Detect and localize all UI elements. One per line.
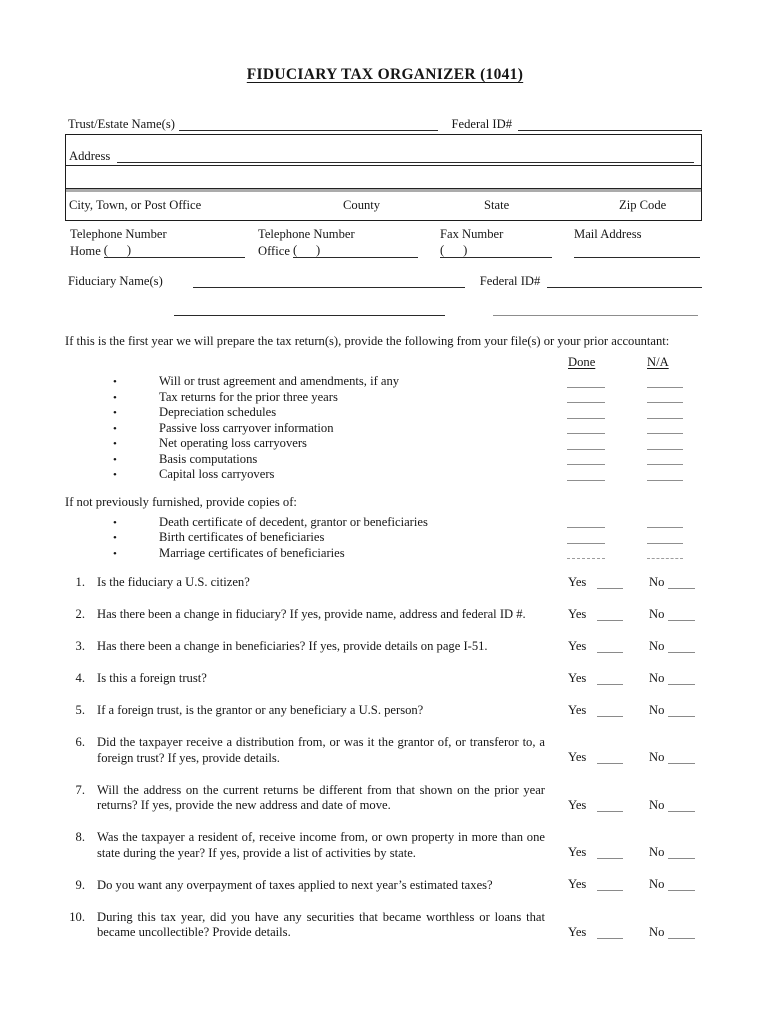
federal-id-label: Federal ID# bbox=[451, 117, 512, 131]
na-blank[interactable] bbox=[647, 418, 683, 419]
question-4: 4. Is this a foreign trust? Yes No bbox=[65, 671, 702, 687]
yes-no-answer bbox=[568, 576, 695, 589]
checklist-item: • Tax returns for the prior three years bbox=[65, 390, 702, 406]
yes-label: Yes bbox=[568, 670, 587, 685]
yes-label: Yes bbox=[568, 797, 587, 812]
city-label: City, Town, or Post Office bbox=[69, 198, 202, 212]
bullet-icon: • bbox=[113, 422, 117, 435]
na-blank[interactable] bbox=[647, 558, 683, 559]
address-label: Address bbox=[69, 149, 111, 163]
na-blank[interactable] bbox=[647, 402, 683, 403]
yes-blank[interactable] bbox=[597, 857, 623, 859]
no-blank[interactable] bbox=[668, 762, 695, 764]
fax-title: Fax Number bbox=[440, 227, 504, 241]
bullet-icon: • bbox=[113, 407, 117, 419]
yes-blank[interactable] bbox=[597, 715, 623, 717]
na-blank[interactable] bbox=[647, 543, 683, 544]
bullet-icon: • bbox=[113, 391, 117, 404]
question-6: 6. Did the taxpayer receive a distribution from, or was it the grantor of, or transferor to, a foreign trust? If yes, provide details. Yes No bbox=[65, 735, 702, 766]
fiduciary-label: Fiduciary Name(s) bbox=[68, 274, 163, 288]
copies-intro: If not previously furnished, provide copies of: bbox=[65, 494, 297, 509]
copies-checklist bbox=[65, 515, 702, 562]
checklist-item: • Capital loss carryovers bbox=[65, 467, 702, 483]
first-year-intro: If this is the first year we will prepare the tax return(s), provide the following from your file(s) or your prior accountant: bbox=[65, 334, 670, 348]
na-blank[interactable] bbox=[647, 449, 683, 450]
fiduciary-federal-id-line-2[interactable] bbox=[493, 314, 698, 316]
bullet-icon: • bbox=[113, 453, 117, 466]
fiduciary-name-line[interactable] bbox=[193, 286, 465, 288]
done-blank[interactable] bbox=[567, 543, 605, 544]
yes-blank[interactable] bbox=[597, 937, 623, 939]
yes-label: Yes bbox=[568, 845, 587, 859]
yes-label: Yes bbox=[568, 606, 587, 621]
no-label: No bbox=[649, 638, 665, 653]
state-label: State bbox=[484, 198, 510, 212]
address-box bbox=[65, 134, 702, 221]
question-list bbox=[65, 575, 702, 941]
yes-label: Yes bbox=[568, 638, 587, 653]
first-year-checklist bbox=[65, 374, 702, 483]
fax-parens: ( ) bbox=[440, 243, 468, 257]
bullet-icon: • bbox=[113, 516, 117, 529]
checklist-item: • Basis computations bbox=[65, 452, 702, 468]
done-blank[interactable] bbox=[567, 402, 605, 403]
question-9: 9. Do you want any overpayment of taxes applied to next year’s estimated taxes? Yes No bbox=[65, 878, 702, 894]
yes-blank[interactable] bbox=[597, 651, 623, 653]
trust-estate-name-line[interactable] bbox=[179, 129, 438, 131]
office-phone-field bbox=[258, 227, 418, 258]
yes-blank[interactable] bbox=[597, 810, 623, 812]
office-phone-line[interactable] bbox=[293, 243, 418, 258]
done-na-header bbox=[65, 355, 702, 370]
question-8: 8. Was the taxpayer a resident of, receive income from, or own property in more than one state during the year? If yes, provide a list of activities by state. Yes No bbox=[65, 830, 702, 861]
yes-blank[interactable] bbox=[597, 683, 623, 685]
no-blank[interactable] bbox=[668, 857, 695, 859]
no-label: No bbox=[649, 877, 665, 891]
bullet-icon: • bbox=[113, 438, 117, 450]
yes-label: Yes bbox=[568, 574, 587, 589]
bullet-icon: • bbox=[113, 376, 117, 388]
no-label: No bbox=[649, 574, 665, 589]
home-phone-title: Telephone Number bbox=[70, 227, 167, 241]
no-label: No bbox=[649, 797, 665, 812]
county-label: County bbox=[343, 198, 381, 212]
office-parens: ( ) bbox=[292, 243, 321, 257]
office-word: Office bbox=[258, 244, 290, 258]
yes-no-answer bbox=[568, 926, 695, 939]
office-phone-title: Telephone Number bbox=[258, 227, 355, 241]
no-blank[interactable] bbox=[668, 715, 695, 717]
done-blank[interactable] bbox=[567, 387, 605, 388]
na-blank[interactable] bbox=[647, 480, 683, 481]
yes-no-answer bbox=[568, 799, 695, 812]
done-blank[interactable] bbox=[567, 449, 605, 450]
address-row bbox=[66, 135, 701, 166]
yes-blank[interactable] bbox=[597, 619, 623, 621]
address-second-row[interactable] bbox=[66, 166, 701, 189]
na-blank[interactable] bbox=[647, 387, 683, 388]
bullet-icon: • bbox=[113, 532, 117, 544]
na-blank[interactable] bbox=[647, 433, 683, 434]
fax-field bbox=[440, 227, 552, 258]
no-blank[interactable] bbox=[668, 683, 695, 685]
yes-no-answer bbox=[568, 608, 695, 621]
checklist-item: • Depreciation schedules bbox=[65, 405, 702, 421]
no-label: No bbox=[649, 750, 665, 764]
checklist-item: • Will or trust agreement and amendments, if any bbox=[65, 374, 702, 390]
mail-address-line[interactable] bbox=[574, 243, 700, 258]
no-blank[interactable] bbox=[668, 937, 695, 939]
yes-no-answer bbox=[568, 846, 695, 859]
no-blank[interactable] bbox=[668, 619, 695, 621]
question-3: 3. Has there been a change in beneficiaries? If yes, provide details on page I-51. Yes No bbox=[65, 639, 702, 655]
document-title-wrap bbox=[0, 0, 770, 84]
no-blank[interactable] bbox=[668, 651, 695, 653]
yes-label: Yes bbox=[568, 924, 587, 939]
no-blank[interactable] bbox=[668, 587, 695, 589]
document-title: FIDUCIARY TAX ORGANIZER (1041) bbox=[246, 66, 524, 83]
trust-estate-label: Trust/Estate Name(s) bbox=[68, 117, 175, 131]
question-10: 10. During this tax year, did you have any securities that became worthless or loans that became uncollectible? Provide details. Yes No bbox=[65, 910, 702, 941]
phone-row bbox=[65, 227, 702, 258]
no-label: No bbox=[649, 670, 665, 685]
mail-address-title: Mail Address bbox=[574, 227, 642, 241]
yes-label: Yes bbox=[568, 877, 587, 891]
home-word: Home bbox=[70, 244, 101, 258]
checklist-item: • Birth certificates of beneficiaries bbox=[65, 530, 702, 546]
question-2: 2. Has there been a change in fiduciary? If yes, provide name, address and federal ID #. Yes No bbox=[65, 607, 702, 623]
yes-no-answer bbox=[568, 751, 695, 764]
yes-no-answer bbox=[568, 704, 695, 717]
yes-blank[interactable] bbox=[597, 889, 623, 891]
yes-no-answer bbox=[568, 878, 695, 891]
question-7: 7. Will the address on the current returns be different from that shown on the prior year returns? If yes, provide the new address and date of move. Yes No bbox=[65, 783, 702, 814]
question-1: 1. Is the fiduciary a U.S. citizen? Yes No bbox=[65, 575, 702, 591]
no-label: No bbox=[649, 702, 665, 717]
done-blank[interactable] bbox=[567, 433, 605, 434]
trust-estate-row bbox=[65, 117, 702, 131]
home-phone-line[interactable] bbox=[104, 243, 245, 258]
no-blank[interactable] bbox=[668, 810, 695, 812]
no-label: No bbox=[649, 606, 665, 621]
home-parens: ( ) bbox=[103, 243, 132, 257]
yes-label: Yes bbox=[568, 702, 587, 717]
fiduciary-second-row bbox=[65, 314, 702, 316]
yes-blank[interactable] bbox=[597, 587, 623, 589]
done-blank[interactable] bbox=[567, 418, 605, 419]
checklist-item: • Passive loss carryover information bbox=[65, 421, 702, 437]
no-blank[interactable] bbox=[668, 889, 695, 891]
federal-id-line[interactable] bbox=[518, 129, 702, 131]
fiduciary-federal-id-line[interactable] bbox=[547, 286, 702, 288]
fiduciary-federal-id-label: Federal ID# bbox=[479, 274, 541, 288]
checklist-item: • Death certificate of decedent, grantor or beneficiaries bbox=[65, 515, 702, 531]
bullet-icon: • bbox=[113, 469, 117, 481]
no-label: No bbox=[649, 924, 665, 939]
question-5: 5. If a foreign trust, is the grantor or any beneficiary a U.S. person? Yes No bbox=[65, 703, 702, 719]
zip-code-label: Zip Code bbox=[619, 198, 667, 212]
no-label: No bbox=[649, 845, 665, 859]
done-blank[interactable] bbox=[567, 558, 605, 559]
fiduciary-row bbox=[65, 274, 702, 288]
na-blank[interactable] bbox=[647, 464, 683, 465]
yes-no-answer bbox=[568, 640, 695, 653]
mail-address-field bbox=[574, 227, 700, 258]
bullet-icon: • bbox=[113, 547, 117, 560]
fax-number-line[interactable] bbox=[440, 243, 552, 258]
yes-label: Yes bbox=[568, 750, 587, 764]
city-state-zip-row bbox=[66, 189, 701, 220]
na-column-header: N/A bbox=[647, 355, 669, 369]
checklist-item: • Marriage certificates of beneficiaries bbox=[65, 546, 702, 562]
done-blank[interactable] bbox=[567, 464, 605, 465]
checklist-item: • Net operating loss carryovers bbox=[65, 436, 702, 452]
na-blank[interactable] bbox=[647, 527, 683, 528]
yes-blank[interactable] bbox=[597, 762, 623, 764]
done-column-header: Done bbox=[568, 355, 596, 369]
done-blank[interactable] bbox=[567, 527, 605, 528]
yes-no-answer bbox=[568, 672, 695, 685]
address-line[interactable] bbox=[117, 161, 694, 163]
done-blank[interactable] bbox=[567, 480, 605, 481]
home-phone-field bbox=[70, 227, 245, 258]
fiduciary-name-line-2[interactable] bbox=[174, 314, 445, 316]
